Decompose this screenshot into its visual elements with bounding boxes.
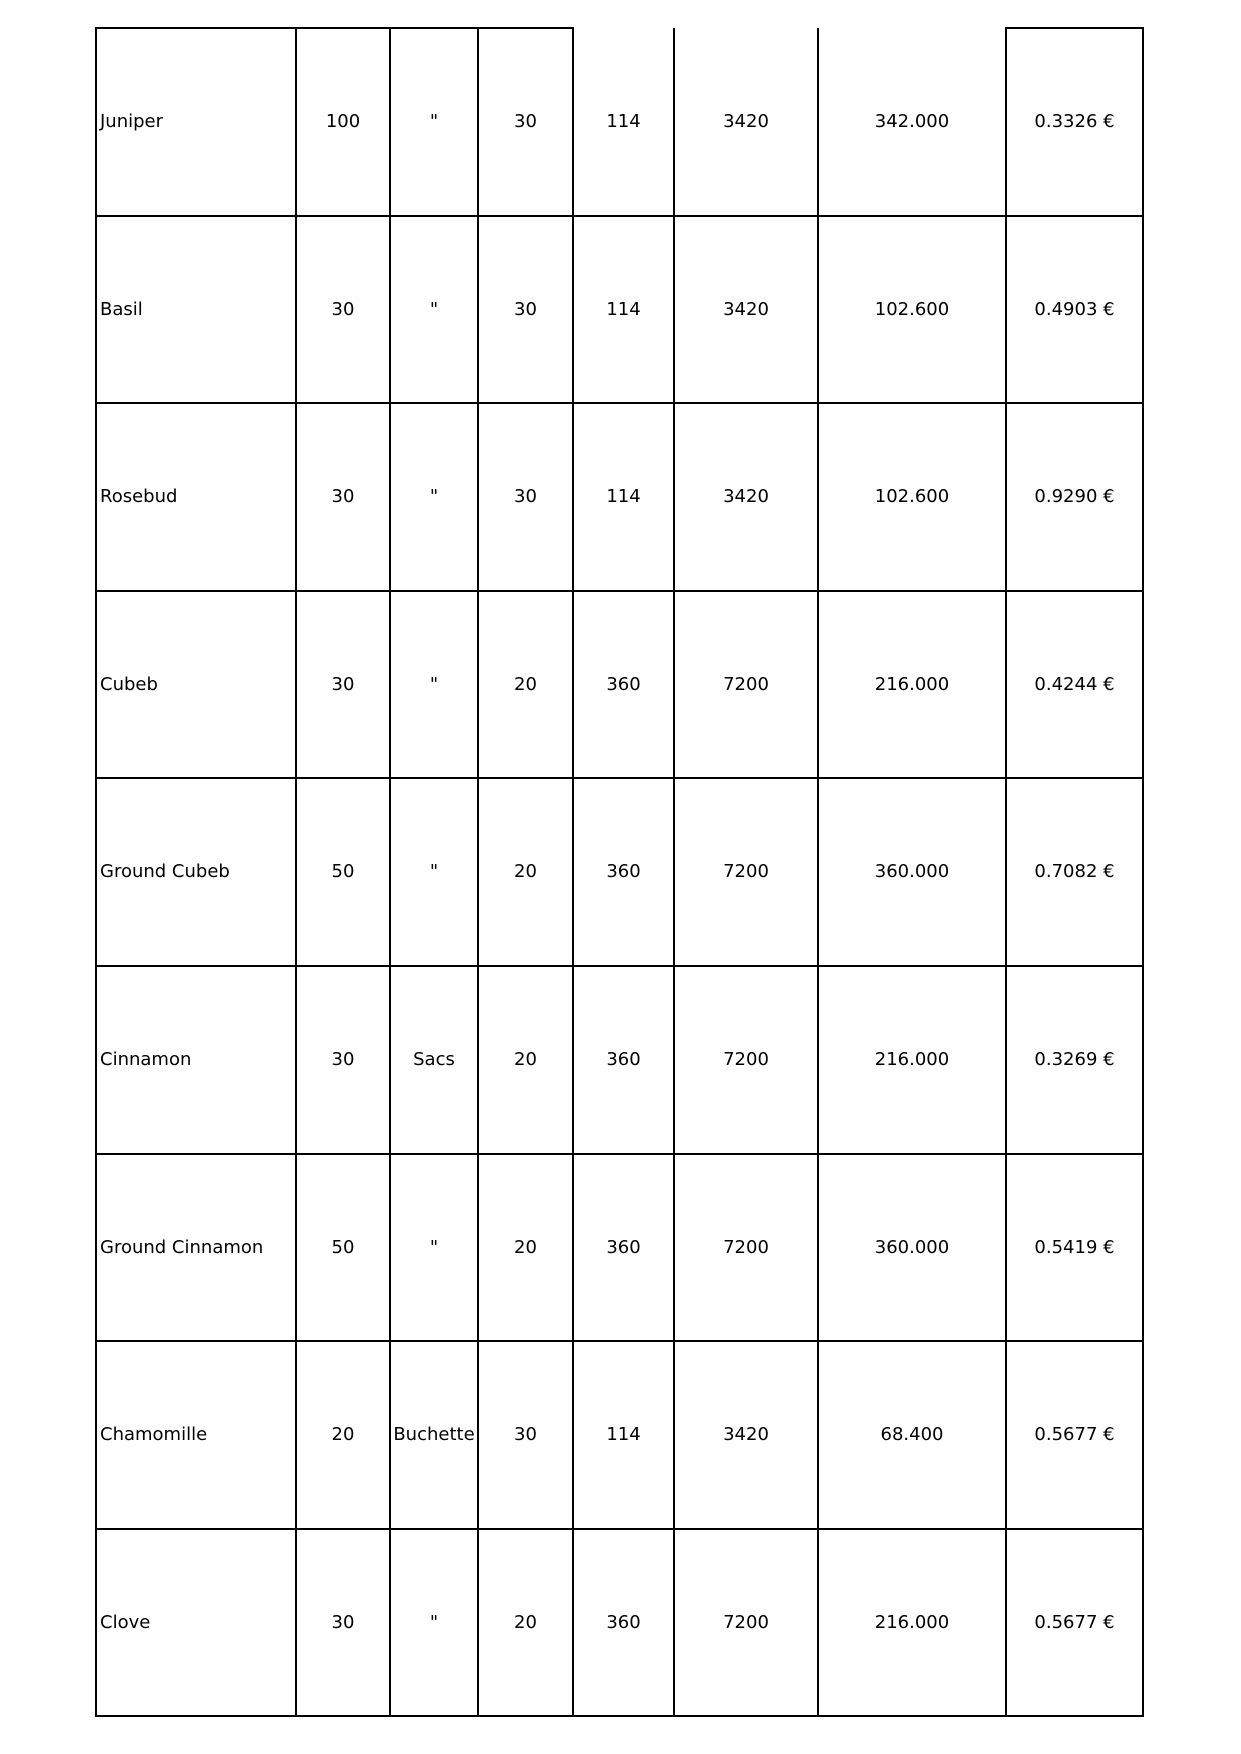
table-row (96, 403, 1143, 591)
count-cell: 20 (478, 966, 573, 1154)
table-row (96, 216, 1143, 404)
total-amount-cell: 216.000 (818, 966, 1006, 1154)
total-count-cell: 3420 (674, 216, 818, 404)
unit-cell: Sacs (390, 966, 478, 1154)
unit-price-cell: 0.5677 € (1006, 1529, 1143, 1717)
product-name-cell: Cubeb (96, 591, 296, 779)
product-name-cell: Ground Cinnamon (96, 1154, 296, 1342)
per-pack-cell: 114 (573, 403, 674, 591)
unit-cell: " (390, 1529, 478, 1717)
count-cell: 20 (478, 1529, 573, 1717)
spice-price-table (95, 27, 1144, 1717)
product-name-cell: Chamomille (96, 1341, 296, 1529)
total-amount-cell: 102.600 (818, 403, 1006, 591)
quantity-cell: 30 (296, 1529, 390, 1717)
count-cell: 30 (478, 216, 573, 404)
per-pack-cell: 360 (573, 966, 674, 1154)
quantity-cell: 50 (296, 1154, 390, 1342)
unit-price-cell: 0.7082 € (1006, 778, 1143, 966)
unit-cell: " (390, 1154, 478, 1342)
per-pack-cell: 360 (573, 778, 674, 966)
unit-price-cell: 0.5419 € (1006, 1154, 1143, 1342)
quantity-cell: 50 (296, 778, 390, 966)
total-amount-cell: 216.000 (818, 1529, 1006, 1717)
total-count-cell: 7200 (674, 966, 818, 1154)
count-cell: 20 (478, 591, 573, 779)
unit-cell: " (390, 403, 478, 591)
unit-cell: " (390, 591, 478, 779)
total-amount-cell: 102.600 (818, 216, 1006, 404)
total-count-cell: 3420 (674, 1341, 818, 1529)
count-cell: 20 (478, 1154, 573, 1342)
quantity-cell: 30 (296, 591, 390, 779)
total-amount-cell: 360.000 (818, 1154, 1006, 1342)
unit-price-cell: 0.3269 € (1006, 966, 1143, 1154)
quantity-cell: 30 (296, 403, 390, 591)
unit-price-cell: 0.4244 € (1006, 591, 1143, 779)
table-row (96, 966, 1143, 1154)
total-count-cell: 7200 (674, 778, 818, 966)
unit-price-cell: 0.4903 € (1006, 216, 1143, 404)
per-pack-cell: 360 (573, 591, 674, 779)
total-count-cell: 7200 (674, 591, 818, 779)
count-cell: 30 (478, 1341, 573, 1529)
product-name-cell: Juniper (96, 28, 296, 216)
total-amount-cell: 216.000 (818, 591, 1006, 779)
total-amount-cell: 342.000 (818, 28, 1006, 216)
table-row (96, 591, 1143, 779)
total-count-cell: 7200 (674, 1529, 818, 1717)
table-row (96, 1341, 1143, 1529)
count-cell: 30 (478, 403, 573, 591)
quantity-cell: 30 (296, 216, 390, 404)
table-row (96, 28, 1143, 216)
per-pack-cell: 114 (573, 1341, 674, 1529)
per-pack-cell: 114 (573, 216, 674, 404)
product-name-cell: Basil (96, 216, 296, 404)
product-name-cell: Ground Cubeb (96, 778, 296, 966)
unit-cell: " (390, 778, 478, 966)
per-pack-cell: 114 (573, 28, 674, 216)
quantity-cell: 100 (296, 28, 390, 216)
unit-cell: Buchette (390, 1341, 478, 1529)
unit-price-cell: 0.5677 € (1006, 1341, 1143, 1529)
unit-price-cell: 0.9290 € (1006, 403, 1143, 591)
product-name-cell: Cinnamon (96, 966, 296, 1154)
total-count-cell: 3420 (674, 403, 818, 591)
per-pack-cell: 360 (573, 1154, 674, 1342)
count-cell: 30 (478, 28, 573, 216)
quantity-cell: 30 (296, 966, 390, 1154)
count-cell: 20 (478, 778, 573, 966)
per-pack-cell: 360 (573, 1529, 674, 1717)
table-row (96, 1154, 1143, 1342)
total-count-cell: 7200 (674, 1154, 818, 1342)
unit-cell: " (390, 216, 478, 404)
unit-price-cell: 0.3326 € (1006, 28, 1143, 216)
table-row (96, 1529, 1143, 1717)
total-amount-cell: 68.400 (818, 1341, 1006, 1529)
product-name-cell: Rosebud (96, 403, 296, 591)
product-name-cell: Clove (96, 1529, 296, 1717)
spice-table-body (96, 28, 1143, 1716)
table-row (96, 778, 1143, 966)
quantity-cell: 20 (296, 1341, 390, 1529)
unit-cell: " (390, 28, 478, 216)
total-amount-cell: 360.000 (818, 778, 1006, 966)
total-count-cell: 3420 (674, 28, 818, 216)
